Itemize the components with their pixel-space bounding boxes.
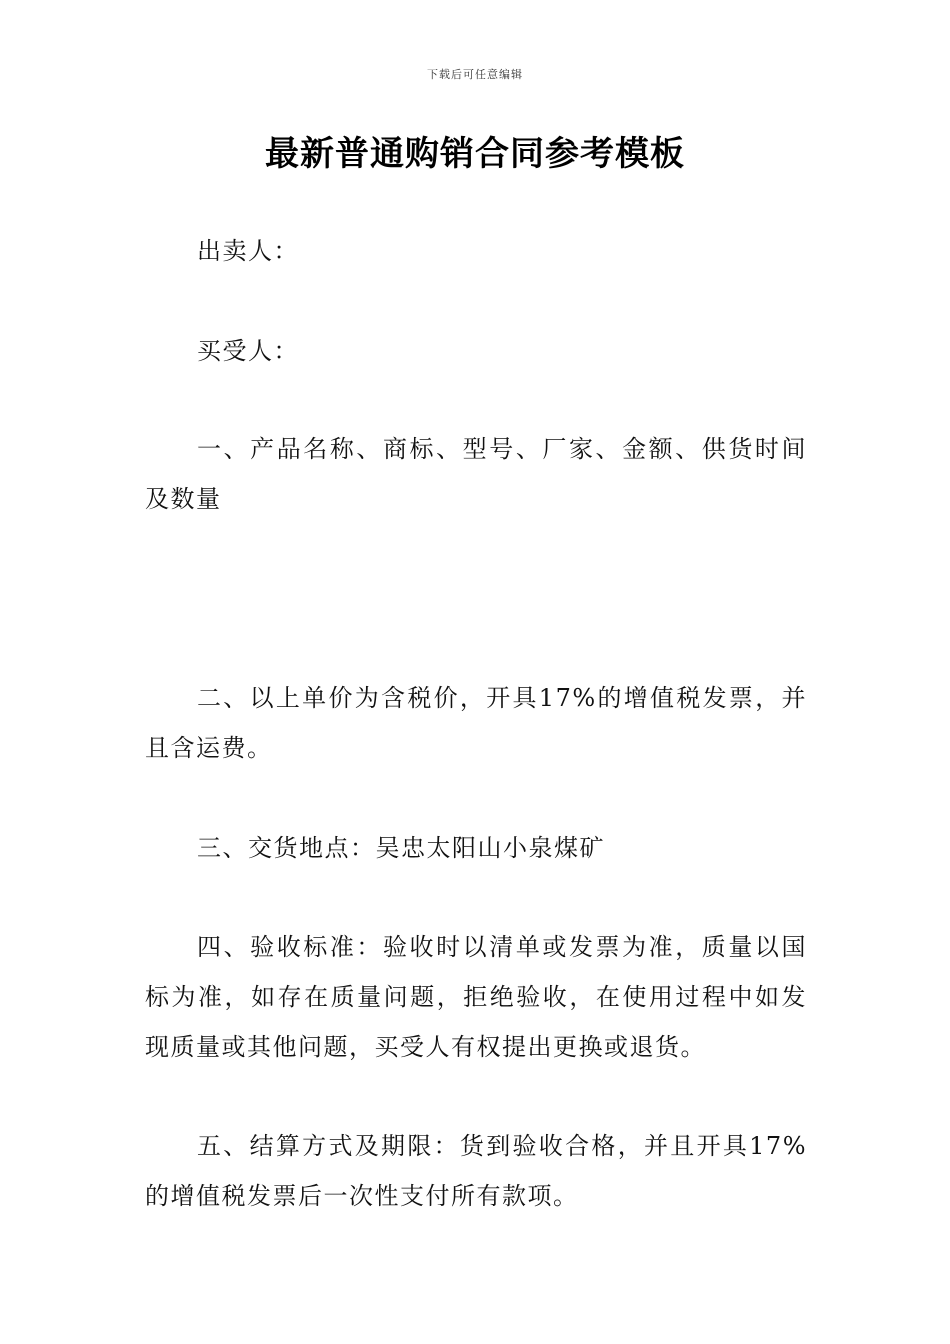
clause-2-pricing: 二、以上单价为含税价，开具17%的增值税发票，并且含运费。 <box>145 684 807 762</box>
clause-5-settlement: 五、结算方式及期限：货到验收合格，并且开具17%的增值税发票后一次性支付所有款项。 <box>145 1132 807 1210</box>
clause-1-products: 一、产品名称、商标、型号、厂家、金额、供货时间及数量 <box>145 435 807 513</box>
clause-3-delivery-location: 三、交货地点：吴忠太阳山小泉煤矿 <box>197 834 605 862</box>
clause-4-acceptance-standard: 四、验收标准：验收时以清单或发票为准，质量以国标为准，如存在质量问题，拒绝验收，在使用过程中如发现质量或其他问题，买受人有权提出更换或退货。 <box>145 933 807 1061</box>
buyer-label: 买受人： <box>197 337 299 365</box>
seller-label: 出卖人： <box>197 237 299 265</box>
document-title: 最新普通购销合同参考模板 <box>265 134 685 174</box>
header-note: 下载后可任意编辑 <box>427 68 523 81</box>
